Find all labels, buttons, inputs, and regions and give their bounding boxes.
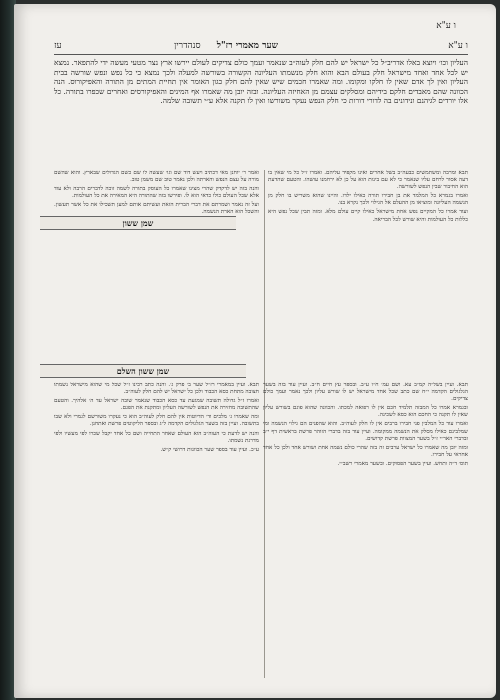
commentary-paragraph: והנה יש לדעת כי העוה״ב הוא העולם שאחר התחייה ושם כל אחד יקבל שכרו לפי מעשיו ולפי מדרגת נשמתו. [54, 430, 259, 444]
running-header [54, 40, 468, 55]
commentary-paragraph: תבא. ועיין במאמרי רז״ל שער ב׳ פרק ג׳. והנה כתב רבינו ז״ל שכל מי שהוא מישראל נשמתו חצובה מתחת כסא הכבוד ולכן כל ישראל יש להם חלק לעוה״ב. [54, 382, 259, 396]
commentary-paragraph: ועוד אמרו כל המקיים נפש אחת מישראל כאילו קיים עולם מלא. ומזה תבין שכל נפש היא כללות כל העולמות והיא שורש לכל הבריאה. [268, 209, 468, 223]
header-page-number: עז [54, 41, 62, 51]
commentary-paragraph: ומה שאמרו ג׳ מלכים וד׳ הדיוטות אין להם חלק לעוה״ב הוא כי נעקרו משורשם לגמרי ולא שבו בתשובה. ועיין בזה בשער הגלגולים הקדמה ל״ג ובספר הליקוטים פרשת ואתחנן. [54, 414, 259, 428]
folio-marker: ו ע"א [436, 21, 456, 31]
commentary-paragraph: ומזה יובן מה שאמרו כל ישראל ערבים זה בזה שהרי כולם נשמה אחת ושורש אחד ולכן כל אחד אחראי על חבירו. [263, 444, 468, 458]
commentary-column-left-top [54, 170, 259, 376]
commentary-column-left-bottom [54, 382, 259, 682]
header-tractate: סנהדרין [174, 41, 201, 51]
commentary-paragraph: ואמרו בגמרא כל המלמד את בן חבירו תורה כאילו ילדו. והיינו שהוא משריש בו חלק מן הנשמה העליונה ומוציאו מן ההעלם אל הגילוי ולכך נקרא בנו. [268, 193, 468, 207]
commentary-column-right-bottom [263, 382, 468, 682]
header-folio: ו ע"א [448, 41, 468, 51]
commentary-paragraph: ואמרו ז״ל גדולה תשובה שמגעת עד כסא הכבוד שנאמר שובה ישראל עד ה׳ אלהיך. והטעם שהתשובה מחזירה את הנפש לשורשה העליון ומתקנת את הפגם. [54, 398, 259, 412]
main-text-paragraph: העליון וכו׳ ויוצא באלו אדריב״ל כל ישראל יש להם חלק לעוה״ב שנאמר ועמך כולם צדיקים לעולם יירשו ארץ נצר מטעי מעשה ידי להתפאר. נמצא יש לכל אחד ואחד מישראל חלק בעולם הבא והוא חלק מנשמתו העליונה הקשורה בשורשה למעלה ולכך נמצא כי כל נפש ונפש שורשה בבית העליון ואין לך אדם שאין לו חלקו ומקומו. ומה שאמרו חכמים שיש שאין להם חלק כגון האומר אין תחיית המתים מן התורה והאפיקורוס. הנה הכוונה שהם מאבדים חלקם בידיהם ומסלקים עצמם מן האחיזה העליונה. ובזה יובן מה שאמרו אף המינים והאפיקורסים ואחרים שכפרו בתורה. כל אלו יורדים לגיהנם ונידונים בה לדורי דורות כי חלק הנפש נעקר משורשו ואין לו תקנה אלא ע״י תשובה שלמה. [54, 58, 468, 106]
commentary-paragraph: ובגמרא אמרו כל המבזה תלמיד חכם אין לו רפואה למכתו. והכוונה שהוא פוגם בשורש עליון שאין לו תקנה כי החכם הוא כסא לשכינה. [263, 405, 468, 419]
commentary-paragraph: תוס׳ ד״ה ותחש. ועיין בשער הפסוקים. ובשער מאמרי רשב״י. [337, 460, 468, 467]
section-heading-shemen-sasson-hashalem: שמן ששון השלם [40, 364, 246, 378]
commentary-paragraph: ועל זה נאמר ושמרתם את דברי הברית הזאת ועשיתם אותם למען תשכילו את כל אשר תעשון. והשכל הוא הארת הנשמה. [54, 202, 259, 216]
book-page [14, 4, 496, 698]
commentary-paragraph: ע״כ. ועיין עוד בספר שער הכוונות דרושי ק״ש. [160, 446, 259, 453]
commentary-paragraph: תבא. ועיין בשל״ה קמ״ב עא. ושם עמ׳ ח״ו ע״ב. ובספר עץ חיים ח״ב. ועיין עוד בזה בשער הגלגולים הקדמה י״ח שם כתב שכל אחד מישראל יש לו שורש עליון ולכך נאמר ועמך כולם צדיקים. [263, 382, 468, 403]
section-heading-shemen-sasson: שמן ששון [40, 216, 236, 230]
commentary-column-right-top [268, 170, 468, 376]
commentary-paragraph: ואמר ר׳ יוחנן מאי דכתיב ויעש דוד שם וגו׳ שעשה לו שם כשם הגדולים שבארץ. והוא שהשם מורה על עצם הנפש והארתה ולכן נאמר טוב שם משמן טוב. [54, 170, 259, 184]
header-title: שער מאמרי רז"ל [216, 41, 278, 51]
main-text-block [54, 58, 468, 160]
commentary-paragraph: והנה בזה יש לדקדק שהרי מצינו שאמרו כל העוסק בתורה לשמה זוכה לדברים הרבה ולא עוד אלא שכל העולם כולו כדאי הוא לו. ופירשו בזה שהתורה היא המאירה את כל העולמות. [54, 186, 259, 200]
commentary-paragraph: תבא ומרבה ומשתמשים כבעה״ב בשל אחרים ואינו מקפיד עליהם. ואמרו ז״ל כל מי שאין בו דעה אסור לרחם עליו שנאמר כי לא עם בינות הוא על כן לא ירחמנו עושהו. והטעם שהדעת הוא החיבור שבין הנפש לשורשה. [268, 170, 468, 191]
commentary-paragraph: ואמרו עוד כל המלבין פני חבירו ברבים אין לו חלק לעוה״ב. והוא שהפנים הם גילוי הנשמה ומי שמלבינם כאילו מסלק את הנשמה ממקומה. ועיין עוד בזה בדברי הזוהר פרשת בראשית דף י״ב ובדברי האר״י ז״ל בשער המצוות פרשת קדושים. [263, 421, 468, 442]
